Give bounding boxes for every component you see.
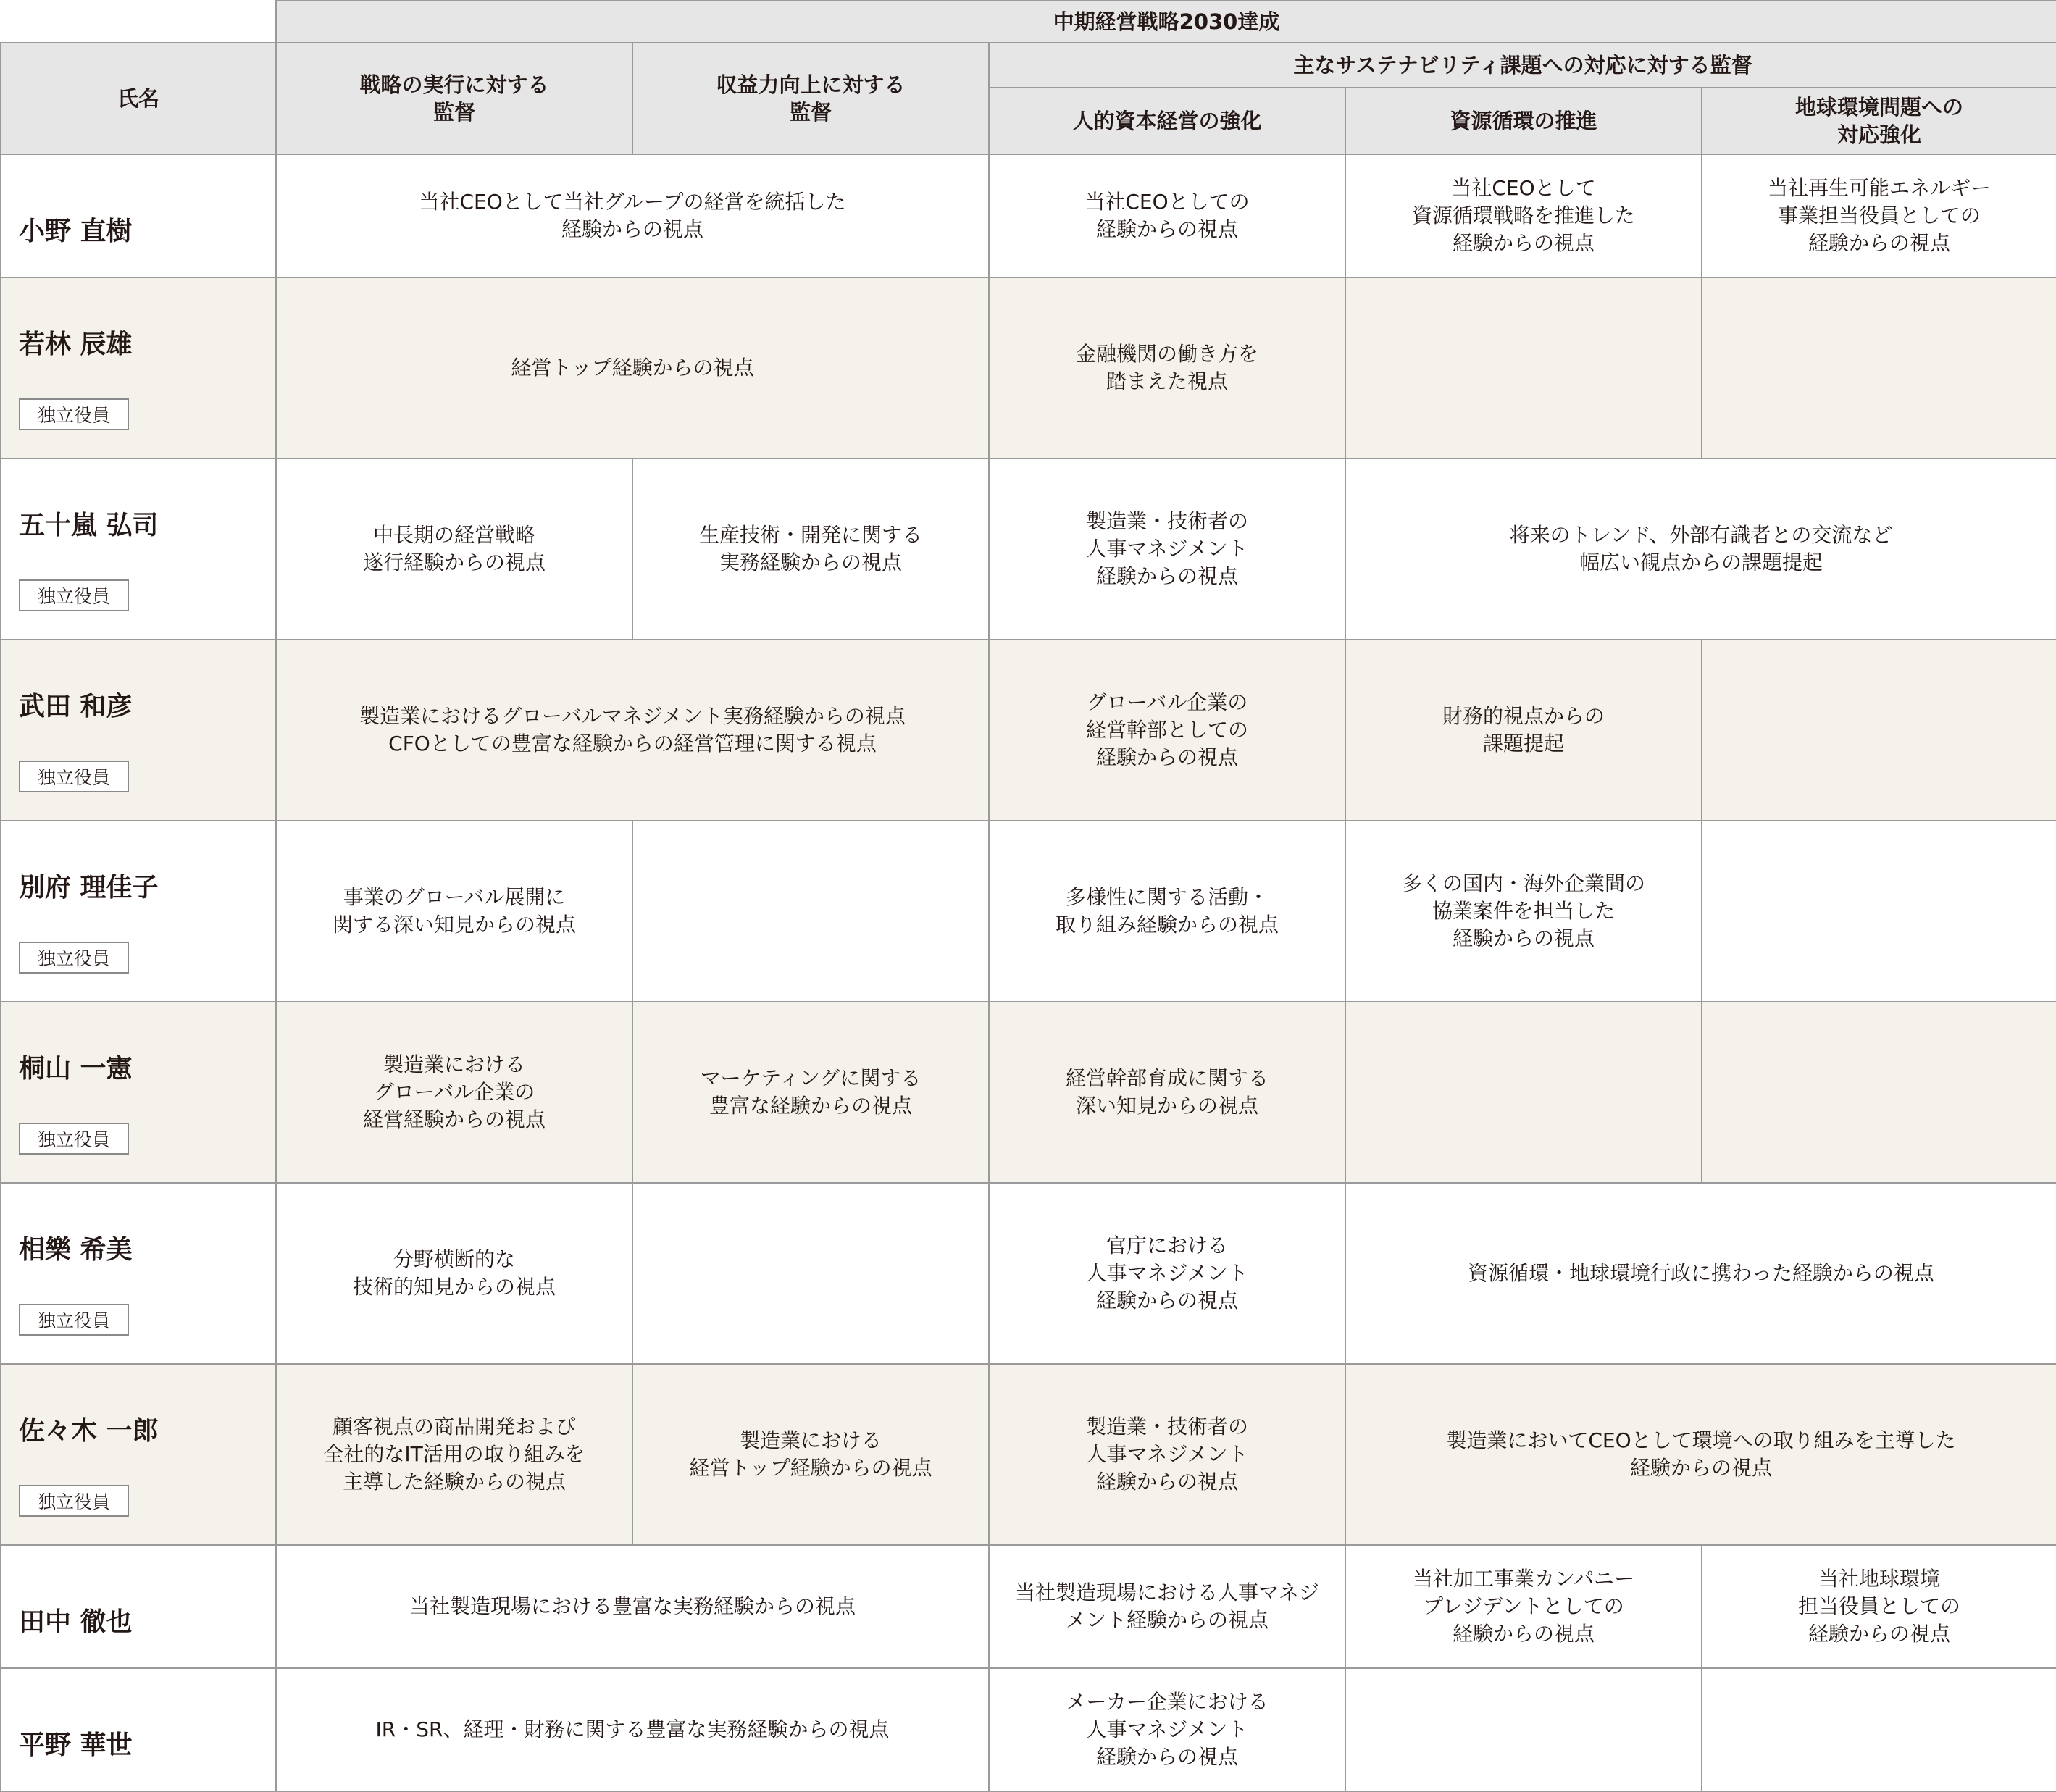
cell-strategy-profit: 経営トップ経験からの視点 bbox=[276, 277, 989, 459]
independent-director-badge: 独立役員 bbox=[19, 398, 129, 430]
director-name-cell bbox=[1, 1364, 276, 1545]
cell-resource-environment: 製造業においてCEOとして環境への取り組みを主導した 経験からの視点 bbox=[1345, 1364, 2056, 1545]
header-row-2 bbox=[1, 43, 2056, 88]
cell-profit: マーケティングに関する 豊富な経験からの視点 bbox=[632, 1002, 989, 1183]
table-row bbox=[1, 640, 2056, 821]
independent-director-badge: 独立役員 bbox=[19, 1304, 129, 1336]
header-sustainability-group: 主なサステナビリティ課題への対応に対する監督 bbox=[989, 43, 2056, 88]
cell-resource-circulation: 当社CEOとして 資源循環戦略を推進した 経験からの視点 bbox=[1345, 154, 1702, 277]
cell-strategy-profit: 当社CEOとして当社グループの経営を統括した 経験からの視点 bbox=[276, 154, 989, 277]
director-name: 佐々木 一郎 bbox=[19, 1416, 159, 1446]
independent-director-badge: 独立役員 bbox=[19, 942, 129, 974]
cell-human-capital: 多様性に関する活動・ 取り組み経験からの視点 bbox=[989, 821, 1345, 1002]
cell-global-environment: 当社再生可能エネルギー 事業担当役員としての 経験からの視点 bbox=[1702, 154, 2056, 277]
director-name-cell bbox=[1, 459, 276, 640]
cell-human-capital: 製造業・技術者の 人事マネジメント 経験からの視点 bbox=[989, 459, 1345, 640]
cell-global-environment bbox=[1702, 1668, 2056, 1791]
cell-human-capital: 経営幹部育成に関する 深い知見からの視点 bbox=[989, 1002, 1345, 1183]
cell-resource-circulation bbox=[1345, 1002, 1702, 1183]
director-name: 田中 徹也 bbox=[19, 1607, 133, 1637]
table-row bbox=[1, 821, 2056, 1002]
cell-resource-environment: 資源循環・地球環境行政に携わった経験からの視点 bbox=[1345, 1183, 2056, 1364]
header-top-group: 中期経営戦略2030達成 bbox=[276, 1, 2056, 43]
director-name: 別府 理佳子 bbox=[19, 873, 159, 903]
cell-profit bbox=[632, 1183, 989, 1364]
cell-human-capital: メーカー企業における 人事マネジメント 経験からの視点 bbox=[989, 1668, 1345, 1791]
cell-profit bbox=[632, 821, 989, 1002]
director-name-cell bbox=[1, 1545, 276, 1668]
table-row bbox=[1, 1364, 2056, 1545]
table-row bbox=[1, 1183, 2056, 1364]
cell-resource-circulation bbox=[1345, 277, 1702, 459]
cell-human-capital: 当社CEOとしての 経験からの視点 bbox=[989, 154, 1345, 277]
director-name-cell bbox=[1, 154, 276, 277]
independent-director-badge: 独立役員 bbox=[19, 579, 129, 611]
cell-resource-circulation: 当社加工事業カンパニー プレジデントとしての 経験からの視点 bbox=[1345, 1545, 1702, 1668]
cell-human-capital: グローバル企業の 経営幹部としての 経験からの視点 bbox=[989, 640, 1345, 821]
header-resource-circulation: 資源循環の推進 bbox=[1345, 88, 1702, 154]
cell-global-environment: 当社地球環境 担当役員としての 経験からの視点 bbox=[1702, 1545, 2056, 1668]
header-global-environment: 地球環境問題への 対応強化 bbox=[1702, 88, 2056, 154]
independent-director-badge: 独立役員 bbox=[19, 1485, 129, 1517]
cell-strategy: 製造業における グローバル企業の 経営経験からの視点 bbox=[276, 1002, 632, 1183]
cell-human-capital: 当社製造現場における人事マネジ メント経験からの視点 bbox=[989, 1545, 1345, 1668]
table-row bbox=[1, 1545, 2056, 1668]
header-profit: 収益力向上に対する 監督 bbox=[632, 43, 989, 154]
cell-resource-circulation bbox=[1345, 1668, 1702, 1791]
cell-resource-circulation: 多くの国内・海外企業間の 協業案件を担当した 経験からの視点 bbox=[1345, 821, 1702, 1002]
table-row bbox=[1, 1002, 2056, 1183]
cell-human-capital: 金融機関の働き方を 踏まえた視点 bbox=[989, 277, 1345, 459]
cell-strategy: 顧客視点の商品開発および 全社的なIT活用の取り組みを 主導した経験からの視点 bbox=[276, 1364, 632, 1545]
cell-global-environment bbox=[1702, 1002, 2056, 1183]
cell-resource-circulation: 財務的視点からの 課題提起 bbox=[1345, 640, 1702, 821]
header-strategy: 戦略の実行に対する 監督 bbox=[276, 43, 632, 154]
director-name: 若林 辰雄 bbox=[19, 330, 133, 359]
director-name: 五十嵐 弘司 bbox=[19, 511, 159, 540]
cell-profit: 生産技術・開発に関する 実務経験からの視点 bbox=[632, 459, 989, 640]
director-name: 小野 直樹 bbox=[19, 217, 133, 246]
cell-global-environment bbox=[1702, 640, 2056, 821]
cell-strategy: 中長期の経営戦略 遂行経験からの視点 bbox=[276, 459, 632, 640]
header-corner bbox=[1, 1, 276, 43]
table-row bbox=[1, 277, 2056, 459]
independent-director-badge: 独立役員 bbox=[19, 761, 129, 792]
director-name: 桐山 一憲 bbox=[19, 1054, 133, 1084]
cell-profit: 製造業における 経営トップ経験からの視点 bbox=[632, 1364, 989, 1545]
cell-strategy-profit: 製造業におけるグローバルマネジメント実務経験からの視点 CFOとしての豊富な経験からの経営管理に関する視点 bbox=[276, 640, 989, 821]
cell-strategy: 分野横断的な 技術的知見からの視点 bbox=[276, 1183, 632, 1364]
director-name: 相樂 希美 bbox=[19, 1235, 133, 1265]
director-name: 武田 和彦 bbox=[19, 692, 133, 721]
cell-human-capital: 製造業・技術者の 人事マネジメント 経験からの視点 bbox=[989, 1364, 1345, 1545]
table-row bbox=[1, 154, 2056, 277]
director-name-cell bbox=[1, 1668, 276, 1791]
independent-director-badge: 独立役員 bbox=[19, 1123, 129, 1155]
cell-global-environment bbox=[1702, 821, 2056, 1002]
cell-global-environment bbox=[1702, 277, 2056, 459]
table-row bbox=[1, 1668, 2056, 1791]
header-name-column: 氏名 bbox=[1, 43, 276, 154]
director-name: 平野 華世 bbox=[19, 1730, 133, 1760]
header-row-1 bbox=[1, 1, 2056, 43]
cell-strategy: 事業のグローバル展開に 関する深い知見からの視点 bbox=[276, 821, 632, 1002]
header-human-capital: 人的資本経営の強化 bbox=[989, 88, 1345, 154]
cell-strategy-profit: IR・SR、経理・財務に関する豊富な実務経験からの視点 bbox=[276, 1668, 989, 1791]
cell-resource-environment: 将来のトレンド、外部有識者との交流など 幅広い観点からの課題提起 bbox=[1345, 459, 2056, 640]
cell-strategy-profit: 当社製造現場における豊富な実務経験からの視点 bbox=[276, 1545, 989, 1668]
director-name-cell bbox=[1, 277, 276, 459]
table-row bbox=[1, 459, 2056, 640]
director-name-cell bbox=[1, 821, 276, 1002]
director-name-cell bbox=[1, 1002, 276, 1183]
director-name-cell bbox=[1, 640, 276, 821]
director-name-cell bbox=[1, 1183, 276, 1364]
cell-human-capital: 官庁における 人事マネジメント 経験からの視点 bbox=[989, 1183, 1345, 1364]
